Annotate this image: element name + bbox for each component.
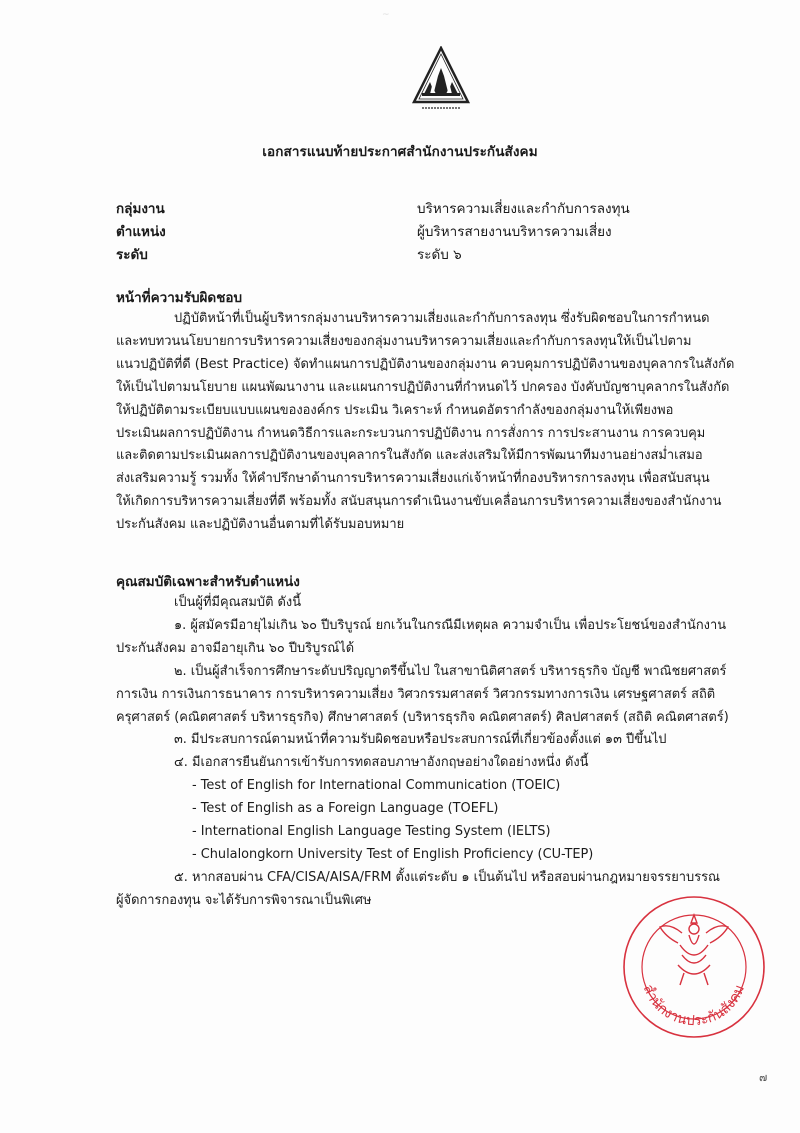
document-title: เอกสารแนบท้ายประกาศสำนักงานประกันสังคม [262, 144, 538, 160]
official-seal-stamp-icon [620, 893, 768, 1041]
paragraph-line: ให้เป็นไปตามนโยบาย แผนพัฒนางาน และแผนการปฏิบัติงานที่กำหนดไว้ ปกครอง บังคับบัญชาบุคลากรในสังกัด [116, 379, 730, 395]
english-test-item: - Test of English as a Foreign Language (TOEFL) [192, 801, 499, 817]
qualification-item-3: ๓. มีประสบการณ์ตามหน้าที่ความรับผิดชอบหรือประสบการณ์ที่เกี่ยวข้องตั้งแต่ ๑๓ ปีขึ้นไป [174, 732, 667, 748]
meta-row-level [116, 243, 716, 265]
qualification-item-4: ๔. มีเอกสารยืนยันการเข้ารับการทดสอบภาษาอังกฤษอย่างใดอย่างหนึ่ง ดังนี้ [174, 755, 589, 771]
qualification-item-5: ๕. หากสอบผ่าน CFA/CISA/AISA/FRM ตั้งแต่ระดับ ๑ เป็นต้นไป หรือสอบผ่านกฎหมายจรรยาบรรณ [174, 869, 721, 885]
qualification-item-2-cont: ครุศาสตร์ (คณิตศาสตร์ บริหารธุรกิจ) ศึกษาศาสตร์ (บริหารธุรกิจ คณิตศาสตร์) ศิลปศาสตร์ (สถิติ คณิตศาสตร์) [116, 709, 729, 725]
meta-row-department [116, 197, 716, 219]
paragraph-line: ประเมินผลการปฏิบัติงาน กำหนดวิธีการและกระบวนการปฏิบัติงาน การสั่งการ การประสานงาน การควบคุม [116, 425, 706, 441]
qualification-item-2: ๒. เป็นผู้สำเร็จการศึกษาระดับปริญญาตรีขึ้นไป ในสาขานิติศาสตร์ บริหารธุรกิจ บัญชี พาณิชยศาสตร์ [174, 663, 727, 679]
paragraph-line: และทบทวนนโยบายการบริหารความเสี่ยงของกลุ่มงานบริหารความเสี่ยงและกำกับการลงทุนให้เป็นไปตาม [116, 333, 692, 349]
meta-row-position [116, 220, 716, 242]
paragraph-line: ประกันสังคม และปฏิบัติงานอื่นตามที่ได้รับมอบหมาย [116, 517, 405, 533]
qualification-item-1-cont: ประกันสังคม อาจมีอายุเกิน ๖๐ ปีบริบูรณ์ได้ [116, 640, 355, 656]
paragraph-line: ให้เกิดการบริหารความเสี่ยงที่ดี พร้อมทั้ง สนับสนุนการดำเนินงานขับเคลื่อนการบริหารความเสี่ยงของสำนักงาน [116, 494, 722, 510]
meta-label: ตำแหน่ง [116, 224, 166, 240]
qualifications-intro: เป็นผู้ที่มีคุณสมบัติ ดังนี้ [174, 595, 302, 610]
qualification-item-5-cont: ผู้จัดการกองทุน จะได้รับการพิจารณาเป็นพิเศษ [116, 892, 372, 908]
paragraph-line: แนวปฏิบัติที่ดี (Best Practice) จัดทำแผนการปฏิบัติงานของกลุ่มงาน ควบคุมการปฏิบัติงานของบุคลากรในสังกัด [116, 356, 735, 372]
english-test-item: - Chulalongkorn University Test of English Proficiency (CU-TEP) [192, 846, 594, 862]
meta-value: ผู้บริหารสายงานบริหารความเสี่ยง [417, 224, 612, 240]
meta-value: บริหารความเสี่ยงและกำกับการลงทุน [417, 201, 630, 217]
qualifications-heading: คุณสมบัติเฉพาะสำหรับตำแหน่ง [116, 574, 300, 590]
paragraph-line: ส่งเสริมความรู้ รวมทั้ง ให้คำปรึกษาด้านการบริหารความเสี่ยงแก่เจ้าหน้าที่กองบริหารการลงทุน เพื่อสนับสนุน [116, 471, 710, 487]
qualifications-list [116, 592, 752, 913]
meta-value: ระดับ ๖ [417, 247, 462, 263]
svg-text:สำนักงานประกันสังคม: สำนักงานประกันสังคม [639, 982, 749, 1030]
meta-label: กลุ่มงาน [116, 201, 165, 217]
paragraph-line: ปฏิบัติหน้าที่เป็นผู้บริหารกลุ่มงานบริหารความเสี่ยงและกำกับการลงทุน ซึ่งรับผิดชอบในการกำหนด [174, 311, 710, 326]
scan-artifact: ~ [382, 10, 390, 20]
paragraph-line: และติดตามประเมินผลการปฏิบัติงานของบุคลากรในสังกัด และส่งเสริมให้มีการพัฒนาทีมงานอย่างสม่ำเสมอ [116, 448, 703, 464]
responsibilities-heading: หน้าที่ความรับผิดชอบ [116, 290, 243, 306]
english-test-item: - International English Language Testing System (IELTS) [192, 824, 551, 840]
paragraph-line: ให้ปฏิบัติตามระเบียบแบบแผนขององค์กร ประเมิน วิเคราะห์ กำหนดอัตรากำลังของกลุ่มงานให้เพียงพอ [116, 402, 674, 418]
social-security-logo-icon [410, 46, 472, 112]
english-test-item: - Test of English for International Communication (TOEIC) [192, 778, 561, 794]
qualification-item-1: ๑. ผู้สมัครมีอายุไม่เกิน ๖๐ ปีบริบูรณ์ ยกเว้นในกรณีมีเหตุผล ความจำเป็น เพื่อประโยชน์ของสำนักงาน [174, 617, 727, 633]
meta-label: ระดับ [116, 247, 148, 263]
qualification-item-2-cont: การเงิน การเงินการธนาคาร การบริหารความเสี่ยง วิศวกรรมศาสตร์ วิศวกรรมทางการเงิน เศรษฐศาสตร์ สถิติ [116, 686, 716, 702]
responsibilities-paragraph [116, 308, 752, 537]
page-number: ๗ [759, 1071, 768, 1084]
